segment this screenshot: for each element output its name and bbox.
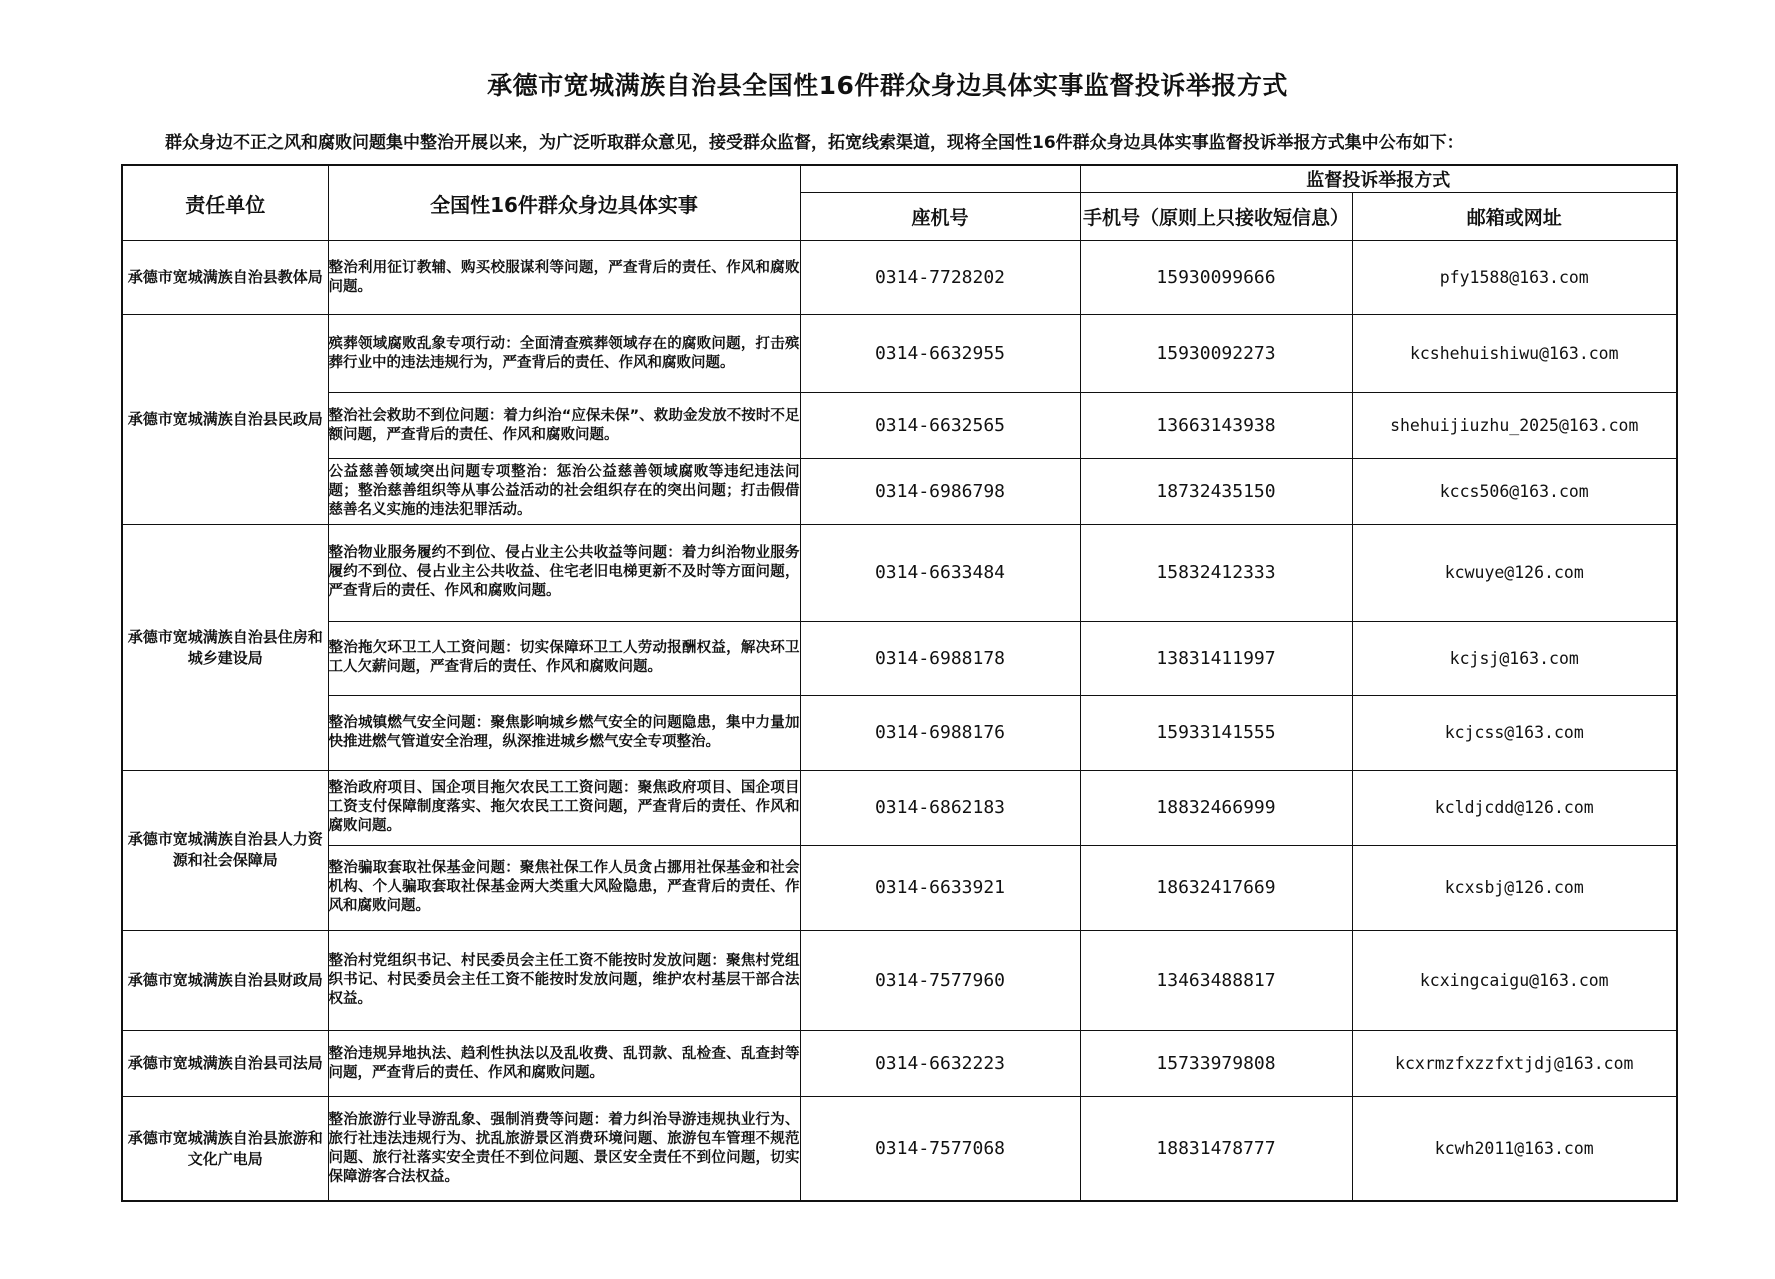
- email-cell: pfy1588@163.com: [1352, 241, 1677, 315]
- table-row: [122, 459, 1677, 525]
- landline-cell: 0314-6632955: [800, 315, 1080, 393]
- landline-cell: 0314-6988178: [800, 621, 1080, 695]
- landline-cell: 0314-6633921: [800, 845, 1080, 930]
- email-cell: kcldjcdd@126.com: [1352, 770, 1677, 845]
- table-row: [122, 695, 1677, 770]
- matter-cell: 公益慈善领域突出问题专项整治：惩治公益慈善领域腐败等违纪违法问题；整治慈善组织等从事公益活动的社会组织存在的突出问题；打击假借慈善名义实施的违法犯罪活动。: [328, 459, 800, 525]
- unit-cell: 承德市宽城满族自治县人力资源和社会保障局: [122, 770, 328, 930]
- unit-cell: 承德市宽城满族自治县民政局: [122, 315, 328, 525]
- matter-cell: 整治骗取套取社保基金问题：聚焦社保工作人员贪占挪用社保基金和社会机构、个人骗取套取社保基金两大类重大风险隐患，严查背后的责任、作风和腐败问题。: [328, 845, 800, 930]
- landline-cell: 0314-6632565: [800, 393, 1080, 459]
- table-row: [122, 845, 1677, 930]
- mobile-cell: 15733979808: [1080, 1031, 1352, 1097]
- table-row: [122, 770, 1677, 845]
- landline-cell: 0314-6632223: [800, 1031, 1080, 1097]
- matter-cell: 整治旅游行业导游乱象、强制消费等问题：着力纠治导游违规执业行为、旅行社违法违规行为、扰乱旅游景区消费环境问题、旅游包车管理不规范问题、旅行社落实安全责任不到位问题、景区安全责任不到位问题，切实保障游客合法权益。: [328, 1097, 800, 1201]
- landline-cell: 0314-7577068: [800, 1097, 1080, 1201]
- header-mobile: 手机号（原则上只接收短信息）: [1080, 193, 1352, 241]
- table-row: [122, 525, 1677, 621]
- mobile-cell: 15933141555: [1080, 695, 1352, 770]
- unit-cell: 承德市宽城满族自治县教体局: [122, 241, 328, 315]
- matter-cell: 整治城镇燃气安全问题：聚焦影响城乡燃气安全的问题隐患，集中力量加快推进燃气管道安全治理，纵深推进城乡燃气安全专项整治。: [328, 695, 800, 770]
- header-contact-methods: 监督投诉举报方式: [1080, 165, 1677, 193]
- header-email: 邮箱或网址: [1352, 193, 1677, 241]
- matter-cell: 整治利用征订教辅、购买校服谋利等问题，严查背后的责任、作风和腐败问题。: [328, 241, 800, 315]
- table-row: [122, 621, 1677, 695]
- landline-cell: 0314-6862183: [800, 770, 1080, 845]
- email-cell: kcwh2011@163.com: [1352, 1097, 1677, 1201]
- matter-cell: 整治村党组织书记、村民委员会主任工资不能按时发放问题：聚焦村党组织书记、村民委员会主任工资不能按时发放问题，维护农村基层干部合法权益。: [328, 931, 800, 1031]
- email-cell: shehuijiuzhu_2025@163.com: [1352, 393, 1677, 459]
- mobile-cell: 15930092273: [1080, 315, 1352, 393]
- mobile-cell: 15832412333: [1080, 525, 1352, 621]
- unit-cell: 承德市宽城满族自治县住房和城乡建设局: [122, 525, 328, 770]
- header-blank: [800, 165, 1080, 193]
- mobile-cell: 18832466999: [1080, 770, 1352, 845]
- mobile-cell: 18732435150: [1080, 459, 1352, 525]
- mobile-cell: 15930099666: [1080, 241, 1352, 315]
- table-row: [122, 1031, 1677, 1097]
- header-landline: 座机号: [800, 193, 1080, 241]
- table-row: [122, 931, 1677, 1031]
- page-title: 承德市宽城满族自治县全国性16件群众身边具体实事监督投诉举报方式: [487, 71, 1288, 100]
- table-row: [122, 1097, 1677, 1201]
- landline-cell: 0314-7577960: [800, 931, 1080, 1031]
- table-row: [122, 393, 1677, 459]
- landline-cell: 0314-7728202: [800, 241, 1080, 315]
- landline-cell: 0314-6988176: [800, 695, 1080, 770]
- email-cell: kcwuye@126.com: [1352, 525, 1677, 621]
- email-cell: kcxrmzfxzzfxtjdj@163.com: [1352, 1031, 1677, 1097]
- matter-cell: 整治物业服务履约不到位、侵占业主公共收益等问题：着力纠治物业服务履约不到位、侵占业主公共收益、住宅老旧电梯更新不及时等方面问题，严查背后的责任、作风和腐败问题。: [328, 525, 800, 621]
- matter-cell: 整治政府项目、国企项目拖欠农民工工资问题：聚焦政府项目、国企项目工资支付保障制度落实、拖欠农民工工资问题，严查背后的责任、作风和腐败问题。: [328, 770, 800, 845]
- mobile-cell: 13831411997: [1080, 621, 1352, 695]
- matter-cell: 整治社会救助不到位问题：着力纠治“应保未保”、救助金发放不按时不足额问题，严查背后的责任、作风和腐败问题。: [328, 393, 800, 459]
- email-cell: kcjsj@163.com: [1352, 621, 1677, 695]
- unit-cell: 承德市宽城满族自治县旅游和文化广电局: [122, 1097, 328, 1201]
- matter-cell: 殡葬领域腐败乱象专项行动：全面清查殡葬领域存在的腐败问题，打击殡葬行业中的违法违规行为，严查背后的责任、作风和腐败问题。: [328, 315, 800, 393]
- table-row: [122, 241, 1677, 315]
- header-unit: 责任单位: [122, 165, 328, 241]
- table-row: [122, 315, 1677, 393]
- unit-cell: 承德市宽城满族自治县司法局: [122, 1031, 328, 1097]
- landline-cell: 0314-6986798: [800, 459, 1080, 525]
- matter-cell: 整治违规异地执法、趋利性执法以及乱收费、乱罚款、乱检查、乱查封等问题，严查背后的责任、作风和腐败问题。: [328, 1031, 800, 1097]
- mobile-cell: 18632417669: [1080, 845, 1352, 930]
- mobile-cell: 18831478777: [1080, 1097, 1352, 1201]
- mobile-cell: 13463488817: [1080, 931, 1352, 1031]
- intro-paragraph: 群众身边不正之风和腐败问题集中整治开展以来，为广泛听取群众意见，接受群众监督，拓宽线索渠道，现将全国性16件群众身边具体实事监督投诉举报方式集中公布如下：: [165, 133, 1464, 153]
- email-cell: kcxsbj@126.com: [1352, 845, 1677, 930]
- header-matter: 全国性16件群众身边具体实事: [328, 165, 800, 241]
- landline-cell: 0314-6633484: [800, 525, 1080, 621]
- matter-cell: 整治拖欠环卫工人工资问题：切实保障环卫工人劳动报酬权益，解决环卫工人欠薪问题，严查背后的责任、作风和腐败问题。: [328, 621, 800, 695]
- contact-table: [121, 164, 1678, 1202]
- email-cell: kccs506@163.com: [1352, 459, 1677, 525]
- email-cell: kcshehuishiwu@163.com: [1352, 315, 1677, 393]
- unit-cell: 承德市宽城满族自治县财政局: [122, 931, 328, 1031]
- email-cell: kcjcss@163.com: [1352, 695, 1677, 770]
- mobile-cell: 13663143938: [1080, 393, 1352, 459]
- email-cell: kcxingcaigu@163.com: [1352, 931, 1677, 1031]
